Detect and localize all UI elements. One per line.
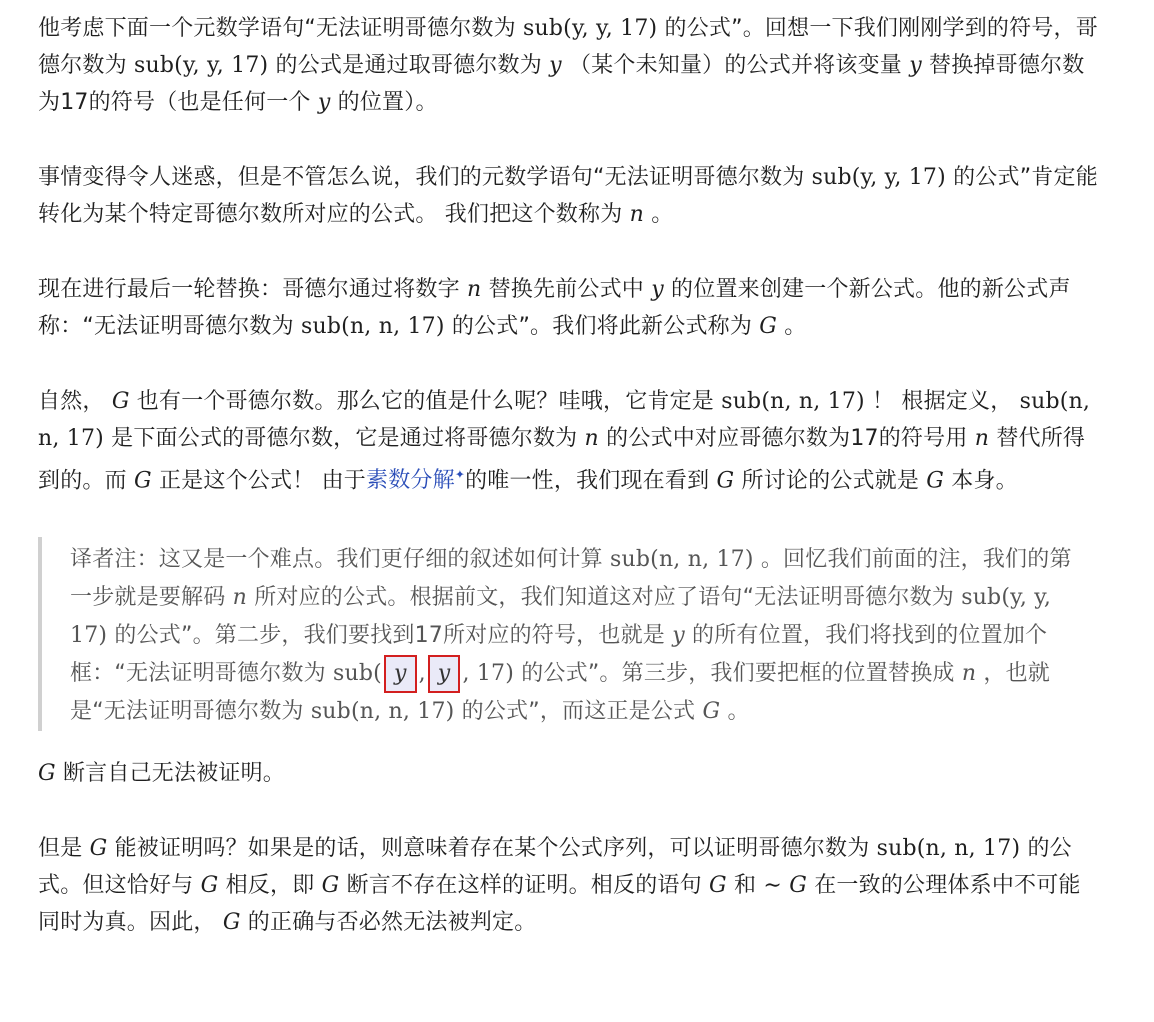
math-comma: , xyxy=(418,661,426,687)
math-variable: n xyxy=(974,426,990,451)
text: 的所有位置，我们将找到的位置加个框：“无法证明哥德尔数为 xyxy=(70,623,1048,687)
math-variable: G xyxy=(321,873,340,899)
math-variable: n xyxy=(467,277,482,302)
math-open: sub( xyxy=(333,661,382,687)
paragraph-4 xyxy=(38,383,1098,499)
math-variable: y xyxy=(549,53,562,78)
math-expression: sub(n, n, 17) xyxy=(301,314,445,339)
math-variable: G xyxy=(716,468,735,494)
math-expression: sub(n, n, 17) xyxy=(38,389,1091,451)
math-variable: G xyxy=(134,468,152,494)
math-variable: y xyxy=(651,277,664,302)
prime-factorization-link[interactable] xyxy=(366,468,465,493)
math-expression: sub(n, n, 17) xyxy=(610,547,754,573)
text: 是下面公式的哥德尔数，它是通过将哥德尔数为 xyxy=(111,426,578,451)
text: 本身。 xyxy=(951,468,1018,494)
math-expression: sub(y, y, 17) xyxy=(134,53,269,78)
text: 的公式”。第二步，我们要找到17所对应的符号，也就是 xyxy=(114,623,665,649)
math-variable: G xyxy=(89,836,108,862)
text: 替代所得到的。而 xyxy=(38,426,1086,494)
math-expression: sub(n, n, 17) xyxy=(876,836,1021,862)
text: 所对应的公式。根据前文，我们知道这对应了语句“无法证明哥德尔数为 xyxy=(254,585,954,611)
text: 。 xyxy=(784,314,807,339)
math-expression: sub(n, n, 17) xyxy=(721,389,865,414)
text: 所讨论的公式就是 xyxy=(741,468,920,494)
text: 的位置来创建一个新公式。他的新公式声称：“无法证明哥德尔数为 xyxy=(38,277,1071,339)
text: 断言自己无法被证明。 xyxy=(62,761,285,787)
text: 的唯一性，我们现在看到 xyxy=(465,468,710,494)
text: （某个未知量）的公式并将该变量 xyxy=(568,53,902,78)
math-variable: G xyxy=(789,873,808,899)
math-expression: sub(y, y, 17) xyxy=(70,585,1052,649)
paragraph-6 xyxy=(38,830,1098,941)
link-text: 素数分解 xyxy=(366,468,455,494)
math-variable: y xyxy=(317,90,331,115)
math-variable: n xyxy=(961,661,977,687)
translator-note xyxy=(38,537,1098,731)
text: 的公式。但这恰好与 xyxy=(38,836,1072,899)
text: 能被证明吗？如果是的话，则意味着存在某个公式序列，可以证明哥德尔数为 xyxy=(114,836,870,862)
text: 。 xyxy=(727,699,750,725)
text: 的位置）。 xyxy=(337,90,438,115)
text: 的正确与否必然无法被判定。 xyxy=(247,910,537,936)
math-variable: G xyxy=(926,468,945,494)
text: 事情变得令人迷惑，但是不管怎么说，我们的元数学语句“无法证明哥德尔数为 xyxy=(38,165,805,190)
text: 替换掉哥德尔数为17的符号（也是任何一个 xyxy=(38,53,1085,115)
link-mark-icon: ✦ xyxy=(454,468,466,482)
text: 译者注：这又是一个难点。我们更仔细的叙述如何计算 xyxy=(70,547,603,573)
text: 的公式是通过取哥德尔数为 xyxy=(275,53,542,78)
math-variable: G xyxy=(709,873,727,899)
math-variable: y xyxy=(909,53,922,78)
text: 的公式”。我们将此新公式称为 xyxy=(451,314,753,339)
text: 也有一个哥德尔数。那么它的值是什么呢？哇哦，它肯定是 xyxy=(136,389,714,414)
boxed-variable: y xyxy=(428,655,461,693)
text: 的公式中对应哥德尔数为17的符号用 xyxy=(606,426,968,451)
boxed-variable: y xyxy=(384,655,417,693)
math-variable: G xyxy=(222,910,241,936)
text: 和 xyxy=(733,873,757,899)
text: 正是这个公式！ 由于 xyxy=(159,468,366,494)
text: 替换先前公式中 xyxy=(488,277,644,302)
math-variable: n xyxy=(629,202,644,227)
text: 的公式”。第三步，我们要把框的位置替换成 xyxy=(521,661,955,687)
text: 的公式”肯定能转化为某个特定哥德尔数所对应的公式。 我们把这个数称为 xyxy=(38,165,1098,227)
math-expression: sub(y, y, 17) xyxy=(523,16,658,41)
math-expression: sub(y, y, 17) xyxy=(811,165,946,190)
math-variable: y xyxy=(672,623,685,649)
text: 自然， xyxy=(38,389,105,414)
text: 相反，即 xyxy=(225,873,315,899)
math-variable: G xyxy=(200,873,219,899)
text: ，也就是“无法证明哥德尔数为 xyxy=(70,661,1051,725)
text: 他考虑下面一个元数学语句“无法证明哥德尔数为 xyxy=(38,16,516,41)
text: 的公式”。回想一下我们刚刚学到的符号，哥德尔数为 xyxy=(38,16,1098,78)
text: 。回忆我们前面的注，我们的第一步就是要解码 xyxy=(70,547,1072,611)
paragraph-2 xyxy=(38,159,1098,233)
text: 在一致的公理体系中不可能同时为真。因此， xyxy=(38,873,1081,936)
paragraph-5 xyxy=(38,755,1098,792)
math-variable: n xyxy=(584,426,599,451)
math-variable: G xyxy=(38,761,56,787)
text: 断言不存在这样的证明。相反的语句 xyxy=(346,873,702,899)
paragraph-3 xyxy=(38,271,1098,345)
math-variable: G xyxy=(111,389,130,414)
text: 的公式”，而这正是公式 xyxy=(461,699,696,725)
math-variable: G xyxy=(759,314,778,339)
text: 但是 xyxy=(38,836,83,862)
math-variable: G xyxy=(702,699,721,725)
paragraph-1 xyxy=(38,10,1098,121)
math-expression: sub(n, n, 17) xyxy=(310,699,455,725)
text: 现在进行最后一轮替换：哥德尔通过将数字 xyxy=(38,277,460,302)
math-negation: ∼ xyxy=(763,873,783,899)
math-close: , 17) xyxy=(462,661,515,687)
text: ！ 根据定义， xyxy=(872,389,1013,414)
math-expression xyxy=(333,661,514,686)
math-variable: n xyxy=(232,585,247,611)
translator-note-text xyxy=(70,541,1088,731)
text: 。 xyxy=(651,202,674,227)
